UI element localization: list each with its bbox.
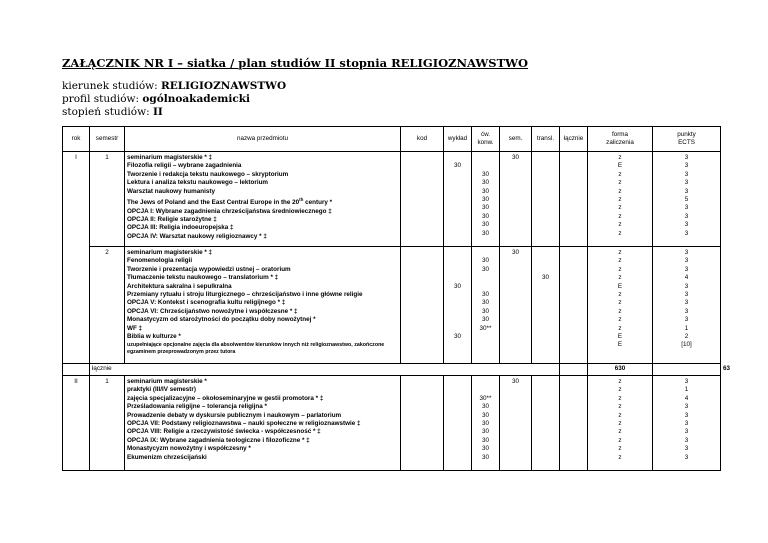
cw-value: 30	[481, 196, 489, 203]
ects-value: 3	[684, 249, 689, 256]
transl-value	[534, 266, 557, 274]
wyklad-value	[446, 308, 469, 316]
course-name: OPCJA III: Religia indoeuropejska ‡	[127, 224, 234, 232]
course-name: Architektura sakralna i sepulkralna	[127, 282, 232, 290]
sem-value	[502, 420, 529, 428]
transl-value	[534, 162, 557, 170]
course-name: OPCJA IX: Wybrane zagadnienia teologiczne i filozoficzne * ‡	[127, 436, 310, 444]
transl-value	[534, 171, 557, 179]
wyklad-value	[446, 386, 469, 394]
transl-value	[534, 179, 557, 187]
course-name: Prowadzenie debaty w dyskursie publicznym i naukowym – parlatorium	[127, 411, 342, 419]
transl-value	[534, 412, 557, 420]
sem-value	[502, 257, 529, 265]
wyklad-value	[446, 266, 469, 274]
wyklad-value	[446, 403, 469, 411]
ects-value: 3	[684, 436, 689, 444]
cw-value	[474, 283, 497, 291]
course-note: uzupełniające opcjonalne zajęcia dla absolwentów kierunków innych niż religioznawstwo, zakończone egzaminem przeprowadzonym przez tutora	[127, 342, 385, 355]
forma-value: z	[618, 394, 622, 402]
cw-value: 30	[481, 428, 489, 436]
course-name: Przemiany rytuału i stroju liturgicznego – chrześcijaństwo i inne główne religie	[127, 291, 363, 299]
forma-value: E	[617, 333, 623, 341]
sum-transl	[560, 364, 588, 376]
sem-value	[502, 395, 529, 403]
meta-stopien	[62, 106, 163, 118]
course-name: zajęcia specjalizacyjne – okołoseminaryjne w gestii promotora * ‡	[127, 394, 324, 402]
semestr-cell: 1	[90, 376, 125, 471]
course-name: Tłumaczenie tekstu naukowego – translatorium * ‡	[127, 274, 279, 282]
kod-cell	[401, 376, 444, 471]
lacznie-cell	[560, 247, 588, 364]
wyklad-value	[446, 213, 469, 221]
col-cw-line1: ćw.	[480, 131, 491, 138]
course-name: OPCJA IV: Warsztat naukowy religioznawcy * ‡	[127, 232, 267, 240]
course-name: Lektura i analiza tekstu naukowego – lektorium	[127, 179, 269, 187]
transl-value	[534, 196, 557, 204]
cw-cell	[472, 376, 500, 471]
cw-value: 30	[481, 187, 489, 195]
forma-value: z	[618, 257, 622, 265]
ects-value: 3	[684, 445, 689, 453]
sem-value	[502, 325, 529, 333]
course-name: WF ‡	[127, 324, 143, 332]
course-name: Tworzenie i redakcja tekstu naukowego – skryptorium	[127, 170, 289, 178]
ects-value: 3	[684, 411, 689, 419]
sem-value	[502, 188, 529, 196]
ects-value: 4	[684, 274, 689, 282]
ects-value: 3	[684, 428, 689, 436]
transl-value	[534, 333, 557, 341]
transl-value	[534, 395, 557, 403]
summary-row: łącznie 630 63	[63, 364, 721, 376]
transl-value	[534, 316, 557, 324]
cw-value: 30	[481, 257, 489, 265]
wyklad-value	[446, 437, 469, 445]
forma-value: z	[618, 386, 622, 394]
course-name: Monastycyzm od starożytności do początku doby nowożytnej *	[127, 316, 316, 324]
transl-value	[534, 428, 557, 436]
cw-value: 30	[481, 179, 489, 187]
sem-value	[502, 316, 529, 324]
transl-value	[534, 403, 557, 411]
transl-cell	[532, 376, 560, 471]
forma-value: z	[618, 265, 622, 273]
course-name: The Jews of Poland and the East Central Europe in the 20th century *	[127, 197, 333, 207]
semestr-cell: 2	[90, 247, 125, 364]
ects-value: 3	[684, 212, 689, 220]
cw-value	[474, 386, 497, 394]
heading-title: siatka / plan studiów II stopnia RELIGIOZNAWSTWO	[187, 56, 529, 70]
cw-value: 30	[481, 204, 489, 212]
cw-cell	[472, 152, 500, 247]
transl-value	[534, 221, 557, 229]
wyklad-value	[446, 445, 469, 453]
cw-value: 30	[481, 307, 489, 315]
ects-cell	[653, 247, 721, 364]
forma-value: z	[618, 403, 622, 411]
cw-value: 30**	[479, 324, 492, 332]
forma-value: z	[618, 170, 622, 178]
wyklad-value	[446, 316, 469, 324]
forma-value: z	[618, 212, 622, 220]
transl-value	[534, 386, 557, 394]
course-name: OPCJA VII: Podstawy religioznawstwa – nauki społeczne w religioznawstwie ‡	[127, 420, 361, 428]
heading-prefix: ZAŁĄCZNIK NR I –	[62, 56, 188, 70]
course-name: Warsztat naukowy humanisty	[127, 187, 215, 195]
transl-value	[534, 454, 557, 462]
sem-value	[502, 437, 529, 445]
wyklad-value	[446, 230, 469, 238]
forma-value: z	[618, 179, 622, 187]
cw-value	[474, 378, 497, 386]
wyklad-value	[446, 204, 469, 212]
forma-value: z	[618, 299, 622, 307]
sem-value	[502, 213, 529, 221]
ects-value: 3	[684, 265, 689, 273]
ects-value: 3	[684, 204, 689, 212]
course-name: Fenomenologia religii	[127, 257, 193, 265]
wyklad-value	[446, 291, 469, 299]
course-name: seminarium magisterskie *	[127, 378, 207, 385]
forma-value: z	[618, 221, 622, 229]
transl-value	[534, 445, 557, 453]
transl-value	[534, 308, 557, 316]
forma-value: z	[618, 196, 622, 204]
course-name: seminarium magisterskie * ‡	[127, 154, 213, 161]
course-name: OPCJA II: Religie starożytne ‡	[127, 215, 217, 223]
col-forma	[588, 127, 653, 152]
cw-value: 30	[481, 221, 489, 229]
col-sem: sem.	[500, 127, 532, 152]
cw-value: 30	[481, 403, 489, 411]
transl-value	[534, 204, 557, 212]
course-name: Biblia w kulturze *	[127, 333, 181, 341]
sem-value	[502, 386, 529, 394]
cw-value: 30**	[479, 394, 492, 402]
wyklad-value	[446, 428, 469, 436]
ects-value: 3	[684, 179, 689, 187]
wyklad-value	[446, 188, 469, 196]
cw-value: 30	[481, 299, 489, 307]
course-name: OPCJA VI: Chrześcijaństwo nowożytne i współczesne * ‡	[127, 307, 298, 315]
sum-label: łącznie	[90, 364, 560, 376]
forma-value: z	[618, 249, 622, 256]
forma-value: z	[618, 420, 622, 428]
wyklad-value	[446, 412, 469, 420]
kod-cell	[401, 247, 444, 364]
sem-value: 30	[511, 249, 519, 256]
col-lacznie: łącznie	[560, 127, 588, 152]
wyklad-value	[446, 454, 469, 462]
transl-value	[534, 299, 557, 307]
transl-value	[534, 188, 557, 196]
cw-value	[474, 274, 497, 282]
meta-profil-label: profil studiów:	[62, 93, 143, 105]
sem-value: 30	[511, 154, 519, 161]
course-name: OPCJA V: Kontekst i scenografia kultu religijnego * ‡	[127, 299, 286, 307]
table-row	[63, 152, 721, 247]
lacznie-cell	[560, 376, 588, 471]
sem-value: 30	[511, 378, 519, 385]
ects-value: 3	[684, 221, 689, 229]
meta-stopien-label: stopień studiów:	[62, 106, 153, 118]
col-semestr: semestr	[90, 127, 125, 152]
sem-value	[502, 445, 529, 453]
col-nazwa: nazwa przedmiotu	[125, 127, 401, 152]
forma-value: z	[618, 291, 622, 299]
meta-kierunek-value: RELIGIOZNAWSTWO	[161, 80, 287, 92]
forma-value: z	[618, 229, 622, 237]
sem-value	[502, 204, 529, 212]
sem-value	[502, 196, 529, 204]
kod-cell	[401, 152, 444, 247]
meta-profil-value: ogólnoakademicki	[142, 93, 251, 105]
ects-value: 3	[684, 378, 689, 385]
ects-value: 3	[684, 187, 689, 195]
ects-value: 1	[684, 386, 689, 394]
ects-value: 2	[684, 333, 689, 341]
forma-value: z	[618, 204, 622, 212]
sem-cell	[500, 152, 532, 247]
wyklad-value: 30	[453, 162, 461, 170]
sum-empty-rok	[63, 364, 90, 376]
course-names-cell	[125, 376, 401, 471]
ects-cell	[653, 152, 721, 247]
cw-value: 30	[481, 290, 489, 298]
col-transl: transl.	[532, 127, 560, 152]
course-name: praktyki (III/IV semestr)	[127, 386, 196, 394]
cw-value: 30	[481, 411, 489, 419]
sem-cell	[500, 247, 532, 364]
sem-value	[502, 162, 529, 170]
cw-value: 30	[481, 212, 489, 220]
wyklad-value	[446, 257, 469, 265]
transl-value	[534, 437, 557, 445]
sem-value	[502, 274, 529, 282]
forma-value: z	[618, 378, 622, 385]
ects-value: 3	[684, 162, 689, 170]
ects-value: 3	[684, 403, 689, 411]
transl-value	[534, 154, 557, 162]
sum-lacznie: 630	[588, 364, 653, 376]
forma-value: z	[618, 428, 622, 436]
sem-value	[502, 266, 529, 274]
forma-value: z	[618, 187, 622, 195]
sem-value	[502, 454, 529, 462]
wyklad-cell	[444, 152, 472, 247]
forma-value: z	[618, 154, 622, 161]
cw-value: 30	[481, 170, 489, 178]
wyklad-value	[446, 249, 469, 257]
document-heading	[62, 56, 528, 70]
ects-value: 3	[684, 229, 689, 237]
course-names-cell	[125, 247, 401, 364]
ects-value: [10]	[681, 341, 692, 349]
wyklad-value	[446, 274, 469, 282]
course-name: Prześladowania religijne – tolerancja religijna *	[127, 403, 267, 411]
col-ects	[653, 127, 721, 152]
sem-value	[502, 428, 529, 436]
course-name: OPCJA VIII: Religie a rzeczywistość świecka - współczesność * ‡	[127, 428, 321, 436]
cw-value: 30	[481, 265, 489, 273]
table-header-row	[63, 127, 721, 152]
cw-value: 30	[481, 316, 489, 324]
sem-value	[502, 291, 529, 299]
ects-cell	[653, 376, 721, 471]
cw-value: 30	[481, 420, 489, 427]
meta-profil	[62, 93, 250, 105]
cw-value	[474, 333, 497, 341]
col-forma-line2: zaliczenia	[606, 139, 634, 146]
wyklad-value	[446, 171, 469, 179]
col-ects-line2: ECTS	[678, 139, 695, 146]
course-name: OPCJA I: Wybrane zagadnienia chrześcijaństwa średniowiecznego ‡	[127, 207, 332, 215]
ects-value: 3	[684, 420, 689, 428]
col-rok: rok	[63, 127, 90, 152]
wyklad-value: 30	[453, 282, 461, 290]
transl-value	[534, 378, 557, 386]
col-forma-line1: forma	[611, 131, 629, 138]
forma-value: E	[617, 162, 623, 170]
transl-cell	[532, 247, 560, 364]
sem-value	[502, 299, 529, 307]
sem-value	[502, 283, 529, 291]
course-name: Filozofia religii – wybrane zagadnienia	[127, 162, 242, 170]
col-wyklad: wykład	[444, 127, 472, 152]
forma-cell	[588, 247, 653, 364]
ects-value: 3	[684, 170, 689, 178]
transl-value	[534, 420, 557, 428]
sem-value	[502, 179, 529, 187]
wyklad-cell	[444, 247, 472, 364]
cw-value: 30	[481, 445, 489, 453]
transl-value	[534, 230, 557, 238]
wyklad-value	[446, 196, 469, 204]
course-name: seminarium magisterskie * ‡	[127, 249, 213, 256]
course-names-cell	[125, 152, 401, 247]
transl-value	[534, 213, 557, 221]
col-kod: kod	[401, 127, 444, 152]
forma-value: E	[617, 282, 623, 290]
forma-value: z	[618, 411, 622, 419]
sum-forma	[653, 364, 721, 376]
col-ects-line1: punkty	[677, 131, 696, 138]
ects-value: 1	[684, 324, 689, 332]
forma-cell	[588, 152, 653, 247]
meta-kierunek-label: kierunek studiów:	[62, 80, 162, 92]
cw-cell	[472, 247, 500, 364]
ects-value: 3	[684, 299, 689, 307]
ects-value: 3	[684, 282, 689, 290]
course-name: Monastycyzm nowożytny i współczesny *	[127, 445, 251, 453]
wyklad-cell	[444, 376, 472, 471]
study-plan-table	[62, 126, 731, 471]
forma-value: z	[618, 307, 622, 315]
course-name: Tworzenie i prezentacja wypowiedzi ustnej – oratorium	[127, 265, 291, 273]
ects-value: 4	[684, 394, 689, 402]
sem-value	[502, 171, 529, 179]
meta-stopien-value: II	[152, 106, 163, 118]
cw-value	[474, 162, 497, 170]
sem-cell	[500, 376, 532, 471]
semestr-cell: 1	[90, 152, 125, 247]
cw-value: 30	[481, 229, 489, 237]
forma-value: z	[618, 274, 622, 282]
sem-value	[502, 230, 529, 238]
transl-cell	[532, 152, 560, 247]
forma-value: z	[618, 324, 622, 332]
forma-value: z	[618, 316, 622, 324]
col-cw	[472, 127, 500, 152]
ects-value: 3	[684, 257, 689, 265]
cw-value: 30	[481, 436, 489, 444]
cw-value: 30	[481, 453, 489, 461]
rok-cell: I	[63, 152, 90, 364]
wyklad-value	[446, 378, 469, 386]
sem-value	[502, 412, 529, 420]
col-cw-line2: konw.	[477, 139, 494, 146]
forma-value: z	[618, 436, 622, 444]
meta-kierunek	[62, 80, 286, 92]
table-row	[63, 376, 721, 471]
cw-value	[474, 249, 497, 257]
rok-cell: II	[63, 376, 90, 471]
wyklad-value	[446, 221, 469, 229]
wyklad-value	[446, 395, 469, 403]
wyklad-value	[446, 420, 469, 428]
ects-value: 3	[684, 291, 689, 299]
forma-value: z	[618, 453, 622, 461]
wyklad-value	[446, 325, 469, 333]
transl-value	[534, 325, 557, 333]
wyklad-value	[446, 154, 469, 162]
forma-value: E	[617, 341, 623, 349]
sem-value	[502, 403, 529, 411]
wyklad-value	[446, 179, 469, 187]
forma-value: z	[618, 445, 622, 453]
table-row	[63, 247, 721, 364]
lacznie-cell	[560, 152, 588, 247]
cw-value	[474, 154, 497, 162]
ects-value: 3	[684, 154, 689, 161]
sem-value	[502, 333, 529, 341]
transl-value	[534, 283, 557, 291]
forma-cell	[588, 376, 653, 471]
ects-value: 3	[684, 316, 689, 324]
transl-value	[534, 291, 557, 299]
transl-value	[534, 257, 557, 265]
ects-value: 3	[684, 307, 689, 315]
transl-value: 30	[541, 274, 549, 282]
transl-value	[534, 249, 557, 257]
course-name: Ekumenizm chrześcijański	[127, 453, 207, 461]
sem-value	[502, 308, 529, 316]
wyklad-value: 30	[453, 332, 461, 340]
wyklad-value	[446, 299, 469, 307]
sem-value	[502, 221, 529, 229]
ects-value: 5	[684, 196, 689, 204]
ects-value: 3	[684, 453, 689, 461]
